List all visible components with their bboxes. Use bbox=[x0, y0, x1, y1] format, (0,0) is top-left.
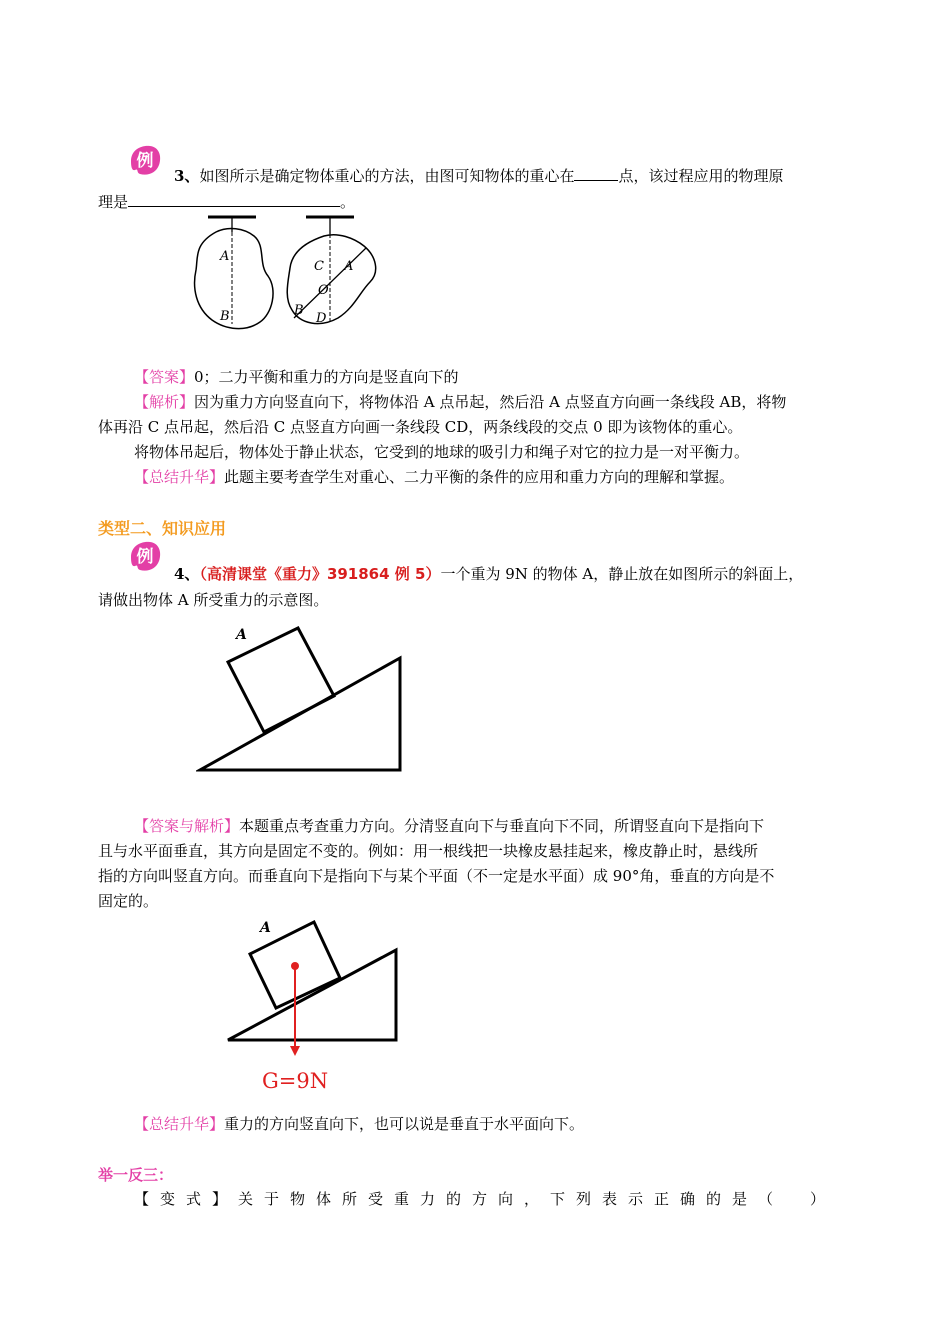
variant-text: 关于物体所受重力的方向，下列表示正确的是（ ） bbox=[238, 1190, 837, 1208]
label-b1: B bbox=[220, 309, 230, 324]
gravity-figure bbox=[222, 912, 404, 1098]
block-label: A bbox=[236, 627, 247, 643]
ex4-summary-text: 重力的方向竖直向下，也可以说是垂直于水平面向下。 bbox=[224, 1115, 585, 1133]
ex3-analysis-line1 bbox=[134, 392, 786, 412]
label-b2: B bbox=[294, 303, 304, 318]
label-d: D bbox=[316, 311, 327, 326]
ex4-reference: （高清课堂《重力》391864 例 5） bbox=[199, 565, 441, 583]
block-label: A bbox=[260, 920, 271, 936]
example-badge-3 bbox=[128, 143, 162, 177]
ex3-question-end: 。 bbox=[340, 193, 356, 211]
block-a bbox=[228, 628, 334, 732]
ex4-question-text1: 一个重为 9N 的物体 A，静止放在如图所示的斜面上， bbox=[440, 565, 804, 583]
ex3-analysis-line3: 将物体吊起后，物体处于静止状态，它受到的地球的吸引力和绳子对它的拉力是一对平衡力。 bbox=[134, 443, 750, 461]
ex4-number: 4、 bbox=[174, 565, 200, 583]
ex4-question-line2: 请做出物体 A 所受重力的示意图。 bbox=[98, 591, 329, 609]
ex3-number: 3、 bbox=[174, 167, 200, 185]
label-o: O bbox=[318, 283, 329, 298]
ex4-answer-line4: 固定的。 bbox=[98, 892, 159, 910]
ex4-answer-text1: 本题重点考查重力方向。分清竖直向下与垂直向下不同，所谓竖直向下是指向下 bbox=[239, 817, 765, 835]
center-of-gravity-figure bbox=[188, 212, 388, 340]
ex3-summary-tag: 【总结升华】 bbox=[134, 468, 225, 486]
ex4-answer-line3: 指的方向叫竖直方向。而垂直向下是指向下与某个平面（不一定是水平面）成 90°角，垂直的方向是不 bbox=[98, 867, 775, 885]
incline-figure bbox=[196, 622, 408, 778]
ex3-analysis-line2: 体再沿 C 点吊起，然后沿 C 点竖直方向画一条线段 CD，两条线段的交点 0 即为该物体的重心。 bbox=[98, 418, 743, 436]
ex3-question-line1 bbox=[174, 166, 783, 186]
practice-heading: 举一反三： bbox=[98, 1166, 174, 1184]
ex3-question-line2 bbox=[98, 192, 355, 212]
force-label: G=9N bbox=[262, 1069, 329, 1093]
ex3-answer-blank1 bbox=[574, 166, 618, 181]
section-heading: 类型二、知识应用 bbox=[98, 519, 227, 538]
ex4-summary bbox=[134, 1114, 584, 1134]
variant-tag: 【变式】 bbox=[134, 1190, 239, 1208]
ex4-question-line1 bbox=[174, 564, 803, 584]
ex3-question-prefix: 理是 bbox=[98, 193, 129, 211]
ex3-answer-blank2 bbox=[128, 192, 340, 207]
example-badge-4 bbox=[128, 539, 162, 573]
ex3-question-text2: 点，该过程应用的物理原 bbox=[618, 167, 784, 185]
ex4-answer-tag: 【答案与解析】 bbox=[134, 817, 240, 835]
ex4-answer-line2: 且与水平面垂直，其方向是固定不变的。例如：用一根线把一块橡皮悬挂起来，橡皮静止时，悬线所 bbox=[98, 842, 759, 860]
ex3-summary-text: 此题主要考查学生对重心、二力平衡的条件的应用和重力方向的理解和掌握。 bbox=[224, 468, 735, 486]
label-a2: A bbox=[344, 259, 354, 274]
ex3-summary bbox=[134, 467, 734, 487]
example-badge-text: 例 bbox=[136, 547, 154, 567]
label-c: C bbox=[314, 259, 324, 274]
ex4-answer-line1 bbox=[134, 816, 764, 836]
ex3-answer-tag: 【答案】 bbox=[134, 368, 195, 386]
ex3-analysis-tag: 【解析】 bbox=[134, 393, 195, 411]
gravity-arrow-head bbox=[290, 1046, 300, 1056]
body-outline-1 bbox=[195, 229, 273, 329]
ex3-analysis-text1: 因为重力方向竖直向下，将物体沿 A 点吊起，然后沿 A 点竖直方向画一条线段 AB，将物 bbox=[194, 393, 787, 411]
ex4-summary-tag: 【总结升华】 bbox=[134, 1115, 225, 1133]
example-badge-text: 例 bbox=[136, 151, 154, 171]
label-a1: A bbox=[220, 249, 230, 264]
ex3-question-text1: 如图所示是确定物体重心的方法，由图可知物体的重心在 bbox=[199, 167, 575, 185]
ex3-answer-text: 0；二力平衡和重力的方向是竖直向下的 bbox=[194, 368, 459, 386]
ex3-answer bbox=[134, 367, 459, 387]
variant-question bbox=[134, 1189, 836, 1209]
